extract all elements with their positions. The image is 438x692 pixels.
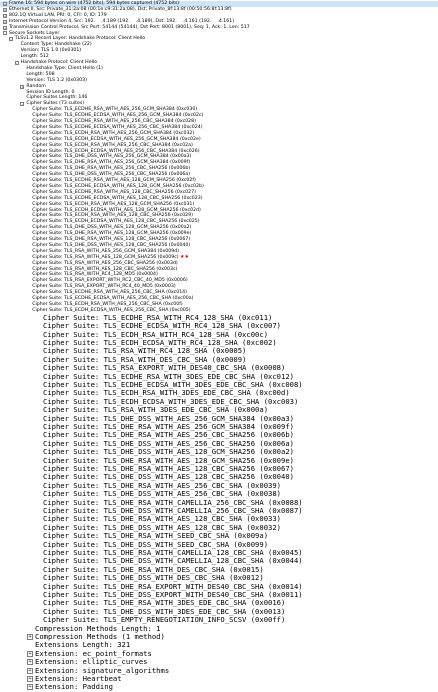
- collapse-toggle-icon[interactable]: -: [4, 31, 7, 36]
- tree-row-label: Cipher Suite: TLS_DHE_DSS_WITH_AES_128_CBC_SHA256 (0x0040): [43, 472, 294, 482]
- expand-toggle-icon[interactable]: +: [28, 634, 32, 641]
- collapse-toggle-icon[interactable]: -: [15, 60, 18, 65]
- tree-row-label: Cipher Suite: TLS_ECDHE_ECDSA_WITH_3DES_EDE_CBC_SHA (0xc008): [43, 379, 303, 389]
- tree-row-label: Cipher Suite: TLS_DHE_DSS_WITH_AES_256_CBC_SHA (0x0038): [43, 489, 281, 499]
- tree-row-label: Cipher Suite: TLS_ECDH_RSA_WITH_AES_128_GCM_SHA256 (0xc031): [32, 201, 195, 207]
- tree-row-label: Cipher Suite: TLS_DHE_DSS_WITH_SEED_CBC_SHA (0x0099): [43, 539, 269, 549]
- tree-row-label: Transmission Control Protocol, Src Port: 54144 (54144), Dst Port: 8001 (8001), Seq: 1, Ack: 1, Len: 517: [9, 24, 250, 30]
- tree-row-label: Cipher Suite: TLS_ECDH_ECDSA_WITH_AES_128_GCM_SHA256 (0xc02d): [32, 207, 201, 213]
- tree-row-label: Cipher Suite: TLS_DHE_RSA_WITH_3DES_EDE_CBC_SHA (0x0016): [43, 598, 286, 608]
- tree-row-label: Cipher Suite: TLS_DHE_RSA_WITH_AES_128_CBC_SHA256 (0x0067): [32, 237, 191, 242]
- tree-row-label: Cipher Suite: TLS_DHE_RSA_EXPORT_WITH_DES40_CBC_SHA (0x0014): [43, 581, 303, 591]
- collapse-toggle-icon[interactable]: -: [9, 37, 12, 42]
- tree-row-label: Cipher Suite: TLS_RSA_WITH_AES_256_GCM_SHA384 (0x009d): [32, 248, 180, 254]
- expand-toggle-icon[interactable]: +: [28, 684, 32, 691]
- tree-row-label: Cipher Suite: TLS_DHE_RSA_WITH_CAMELLIA_128_CBC_SHA (0x0045): [43, 547, 303, 557]
- expand-toggle-icon[interactable]: +: [4, 1, 7, 6]
- tree-row-label: Cipher Suites (73 suites): [26, 101, 85, 107]
- tree-row-label: Cipher Suite: TLS_ECDH_RSA_WITH_AES_256_CBC_SHA (0xc00f): [32, 301, 183, 307]
- tree-row-label: Cipher Suite: TLS_DHE_RSA_WITH_AES_128_CBC_SHA (0x0033): [43, 514, 281, 524]
- tree-row-label: Cipher Suite: TLS_ECDHE_RSA_WITH_AES_128_CBC_SHA256 (0xc027): [32, 189, 196, 195]
- tree-row-label: Cipher Suites Length: 146: [26, 95, 88, 101]
- tree-row-label: Cipher Suite: TLS_DHE_RSA_WITH_AES_128_GCM_SHA256 (0x009e): [43, 455, 294, 465]
- tree-row-label: Cipher Suite: TLS_RSA_WITH_AES_128_CBC_SHA256 (0x003c): [32, 266, 178, 272]
- tree-row-label: Cipher Suite: TLS_DHE_RSA_WITH_AES_128_CBC_SHA256 (0x0067): [43, 463, 294, 473]
- tree-row-label: Extensions Length: 321: [35, 640, 131, 650]
- tree-row-label: Session ID Length: 0: [26, 89, 75, 95]
- tree-row-label: Cipher Suite: TLS_RSA_EXPORT_WITH_RC2_CBC_40_MD5 (0x0006): [32, 278, 188, 284]
- tree-row-label: Cipher Suite: TLS_DHE_RSA_WITH_CAMELLIA_256_CBC_SHA (0x0088): [43, 497, 303, 507]
- tree-row-label: Cipher Suite: TLS_ECDH_RSA_WITH_AES_256_GCM_SHA384 (0xc032): [32, 130, 195, 136]
- tree-row-label: Cipher Suite: TLS_EMPTY_RENEGOTIATION_INFO_SCSV (0x00ff): [43, 615, 286, 625]
- tree-row-label: Cipher Suite: TLS_DHE_RSA_WITH_AES_256_CBC_SHA (0x0039): [43, 480, 281, 490]
- expand-toggle-icon[interactable]: +: [28, 676, 32, 683]
- tree-row-label: Cipher Suite: TLS_DHE_DSS_WITH_AES_256_CBC_SHA256 (0x006a): [32, 172, 191, 178]
- tree-row-label: Cipher Suite: TLS_ECDH_ECDSA_WITH_AES_128_CBC_SHA256 (0xc025): [32, 219, 200, 225]
- tree-row-label: Cipher Suite: TLS_ECDH_ECDSA_WITH_AES_256_GCM_SHA384 (0xc02e): [32, 136, 201, 142]
- tree-row-label: Cipher Suite: TLS_ECDHE_ECDSA_WITH_AES_128_GCM_SHA256 (0xc02b): [32, 183, 204, 189]
- expand-toggle-icon[interactable]: +: [4, 7, 7, 12]
- collapse-toggle-icon[interactable]: -: [21, 102, 24, 107]
- tree-row-label: Extension: Heartbeat: [35, 673, 122, 683]
- tree-row-label: Cipher Suite: TLS_RSA_EXPORT_WITH_RC4_40_MD5 (0x0003): [32, 284, 176, 290]
- tree-row-label: Compression Methods (1 method): [35, 631, 165, 641]
- tree-row-label: Cipher Suite: TLS_RSA_EXPORT_WITH_DES40_CBC_SHA (0x0008): [43, 363, 286, 373]
- expand-toggle-icon[interactable]: +: [4, 25, 7, 30]
- tree-row-label: Cipher Suite: TLS_DHE_DSS_WITH_AES_256_GCM_SHA384 (0x00a3): [43, 413, 294, 423]
- tree-row-label: Cipher Suite: TLS_ECDHE_ECDSA_WITH_AES_256_CBC_SHA (0xc00a): [32, 296, 194, 301]
- expand-toggle-icon[interactable]: +: [4, 19, 7, 24]
- tree-row-label: Handshake Protocol: Client Hello: [20, 60, 98, 65]
- expand-toggle-icon[interactable]: +: [28, 667, 32, 674]
- tree-row-label: Extension: Padding: [35, 682, 113, 692]
- tree-row-label: 802.1Q Virtual LAN, PRI: 0, CFI: 0, ID: 179: [9, 12, 107, 18]
- tree-row-label: Cipher Suite: TLS_RSA_WITH_RC4_128_MD5 (0x0004): [32, 272, 158, 278]
- tree-row-label: Ethernet II, Src: Private_31:2a:08 (00:1e:c9:31:2a:08), Dst: Private_8f:13:8f (00:50:56:8f:13:8f): [9, 6, 232, 12]
- tree-row-label: Cipher Suite: TLS_ECDH_RSA_WITH_RC4_128_SHA (0xc00c): [43, 329, 269, 339]
- tree-row-label: Length: 508: [26, 71, 55, 77]
- tree-row-label: Cipher Suite: TLS_DHE_DSS_EXPORT_WITH_DES40_CBC_SHA (0x0011): [43, 589, 303, 599]
- tree-row-label: Cipher Suite: TLS_ECDHE_ECDSA_WITH_AES_256_CBC_SHA384 (0xc024): [32, 124, 203, 130]
- tree-row-label: Version: TLS 1.0 (0x0301): [20, 48, 82, 54]
- tree-row-label: Extension: signature_algorithms: [35, 665, 170, 675]
- tree-row-label: Cipher Suite: TLS_ECDH_ECDSA_WITH_RC4_128_SHA (0xc002): [43, 337, 277, 347]
- expand-toggle-icon[interactable]: +: [4, 13, 7, 18]
- tree-row-label: Extension: ec_point_formats: [35, 648, 152, 658]
- tree-row-label: TLSv1.2 Record Layer: Handshake Protocol: Client Hello: [14, 36, 146, 42]
- tree-row-label: Cipher Suite: TLS_ECDH_RSA_WITH_3DES_EDE_CBC_SHA (0xc00d): [43, 388, 290, 398]
- tree-row-label: Compression Methods Length: 1: [35, 623, 161, 633]
- tree-row-label: Length: 512: [20, 54, 49, 60]
- tree-row-label: Version: TLS 1.2 (0x0303): [26, 77, 87, 83]
- tree-row-label: Cipher Suite: TLS_DHE_DSS_WITH_DES_CBC_SHA (0x0012): [43, 573, 264, 583]
- tree-row-label: Handshake Type: Client Hello (1): [26, 65, 103, 71]
- expand-toggle-icon[interactable]: +: [21, 84, 24, 89]
- tree-row-label: Cipher Suite: TLS_ECDHE_RSA_WITH_AES_256_CBC_SHA384 (0xc028): [32, 119, 196, 124]
- tree-row-label: Cipher Suite: TLS_RSA_WITH_AES_128_GCM_SHA256 (0x009c): [32, 254, 179, 260]
- tree-row-label: Cipher Suite: TLS_ECDH_ECDSA_WITH_3DES_EDE_CBC_SHA (0xc003): [43, 396, 299, 406]
- tree-row-label: Secure Sockets Layer: [9, 30, 60, 36]
- tree-row-label: Frame 16: 594 bytes on wire (4752 bits), 594 bytes captured (4752 bits): [9, 1, 180, 6]
- tree-row-label: Cipher Suite: TLS_DHE_RSA_WITH_AES_256_GCM_SHA384 (0x009f): [32, 160, 191, 166]
- tree-row-label: Cipher Suite: TLS_DHE_DSS_WITH_AES_256_CBC_SHA256 (0x006a): [43, 438, 294, 448]
- tree-row-label: Cipher Suite: TLS_ECDHE_ECDSA_WITH_AES_256_GCM_SHA384 (0xc02c): [32, 113, 204, 119]
- tree-row-label: Cipher Suite: TLS_RSA_WITH_DES_CBC_SHA (0x0009): [43, 354, 247, 364]
- tree-row-label: Cipher Suite: TLS_DHE_RSA_WITH_SEED_CBC_SHA (0x009a): [43, 531, 269, 541]
- tree-row-label: Extension: elliptic_curves: [35, 657, 148, 667]
- tree-row-label: Cipher Suite: TLS_DHE_RSA_WITH_AES_256_CBC_SHA256 (0x006b): [32, 166, 191, 172]
- tree-row-label: Cipher Suite: TLS_ECDHE_RSA_WITH_AES_128_GCM_SHA256 (0xc02f): [32, 178, 196, 183]
- tree-row-label: Internet Protocol Version 4, Src: 192. .4.189 (192. .4.189), Dst: 192. .4.161 (192. .4.161): [9, 18, 235, 24]
- tree-row-label: Cipher Suite: TLS_ECDH_ECDSA_WITH_AES_256_CBC_SHA384 (0xc026): [32, 148, 200, 154]
- tree-row-label: Cipher Suite: TLS_ECDHE_RSA_WITH_AES_256_CBC_SHA (0xc014): [32, 290, 187, 296]
- tree-row-label: Cipher Suite: TLS_ECDHE_ECDSA_WITH_RC4_128_SHA (0xc007): [43, 321, 281, 331]
- tree-row-label: Cipher Suite: TLS_ECDH_RSA_WITH_AES_256_CBC_SHA384 (0xc02a): [32, 142, 193, 148]
- tree-row-label: Cipher Suite: TLS_DHE_RSA_WITH_DES_CBC_SHA (0x0015): [43, 564, 264, 574]
- tree-row-label: Content Type: Handshake (22): [20, 42, 92, 48]
- tree-row-label: Cipher Suite: TLS_ECDH_ECDSA_WITH_AES_256_CBC_SHA (0xc005): [32, 307, 191, 313]
- tree-row-label: Cipher Suite: TLS_DHE_RSA_WITH_AES_256_CBC_SHA256 (0x006b): [43, 430, 294, 440]
- tree-row-label: Cipher Suite: TLS_ECDHE_RSA_WITH_AES_256_GCM_SHA384 (0xc030): [32, 107, 198, 113]
- tree-row-label: Cipher Suite: TLS_DHE_DSS_WITH_AES_128_CBC_SHA256 (0x0040): [32, 242, 191, 248]
- tree-row-label: Cipher Suite: TLS_DHE_DSS_WITH_3DES_EDE_CBC_SHA (0x0013): [43, 606, 286, 616]
- tree-row-label: Cipher Suite: TLS_DHE_DSS_WITH_AES_128_CBC_SHA (0x0032): [43, 522, 281, 532]
- tree-row-label: Cipher Suite: TLS_DHE_DSS_WITH_AES_256_GCM_SHA384 (0x00a3): [32, 154, 192, 160]
- tree-row-label: Cipher Suite: TLS_ECDHE_ECDSA_WITH_AES_128_CBC_SHA256 (0xc023): [32, 195, 203, 201]
- tree-row-label: Cipher Suite: TLS_RSA_WITH_AES_256_CBC_SHA256 (0x003d): [32, 260, 178, 266]
- tree-row-label: Cipher Suite: TLS_ECDH_RSA_WITH_AES_128_CBC_SHA256 (0xc029): [32, 213, 193, 219]
- tree-row-label: Random: [26, 83, 46, 89]
- tree-row-label: Cipher Suite: TLS_DHE_DSS_WITH_CAMELLIA_256_CBC_SHA (0x0087): [43, 505, 303, 515]
- annotation-marker: ★★: [180, 253, 189, 260]
- tree-row-label: Cipher Suite: TLS_DHE_DSS_WITH_CAMELLIA_128_CBC_SHA (0x0044): [43, 556, 303, 566]
- tree-row-label: Cipher Suite: TLS_ECDHE_RSA_WITH_RC4_128_SHA (0xc011): [43, 312, 273, 322]
- tree-row-label: Cipher Suite: TLS_DHE_RSA_WITH_AES_256_GCM_SHA384 (0x009f): [43, 421, 294, 431]
- tree-row-label: Cipher Suite: TLS_ECDHE_RSA_WITH_3DES_EDE_CBC_SHA (0xc012): [43, 371, 294, 381]
- tree-row-label: Cipher Suite: TLS_RSA_WITH_RC4_128_SHA (0x0005): [43, 346, 247, 356]
- tree-row[interactable]: [0, 683, 438, 691]
- tree-row-label: Cipher Suite: TLS_DHE_RSA_WITH_AES_128_GCM_SHA256 (0x009e): [32, 231, 192, 237]
- expand-toggle-icon[interactable]: +: [28, 659, 32, 666]
- expand-toggle-icon[interactable]: +: [28, 650, 32, 657]
- tree-row-label: Cipher Suite: TLS_DHE_DSS_WITH_AES_128_GCM_SHA256 (0x00a2): [32, 225, 192, 231]
- tree-row-label: Cipher Suite: TLS_RSA_WITH_3DES_EDE_CBC_SHA (0x000a): [43, 405, 269, 415]
- tree-row-label: Cipher Suite: TLS_DHE_DSS_WITH_AES_128_GCM_SHA256 (0x00a2): [43, 447, 294, 457]
